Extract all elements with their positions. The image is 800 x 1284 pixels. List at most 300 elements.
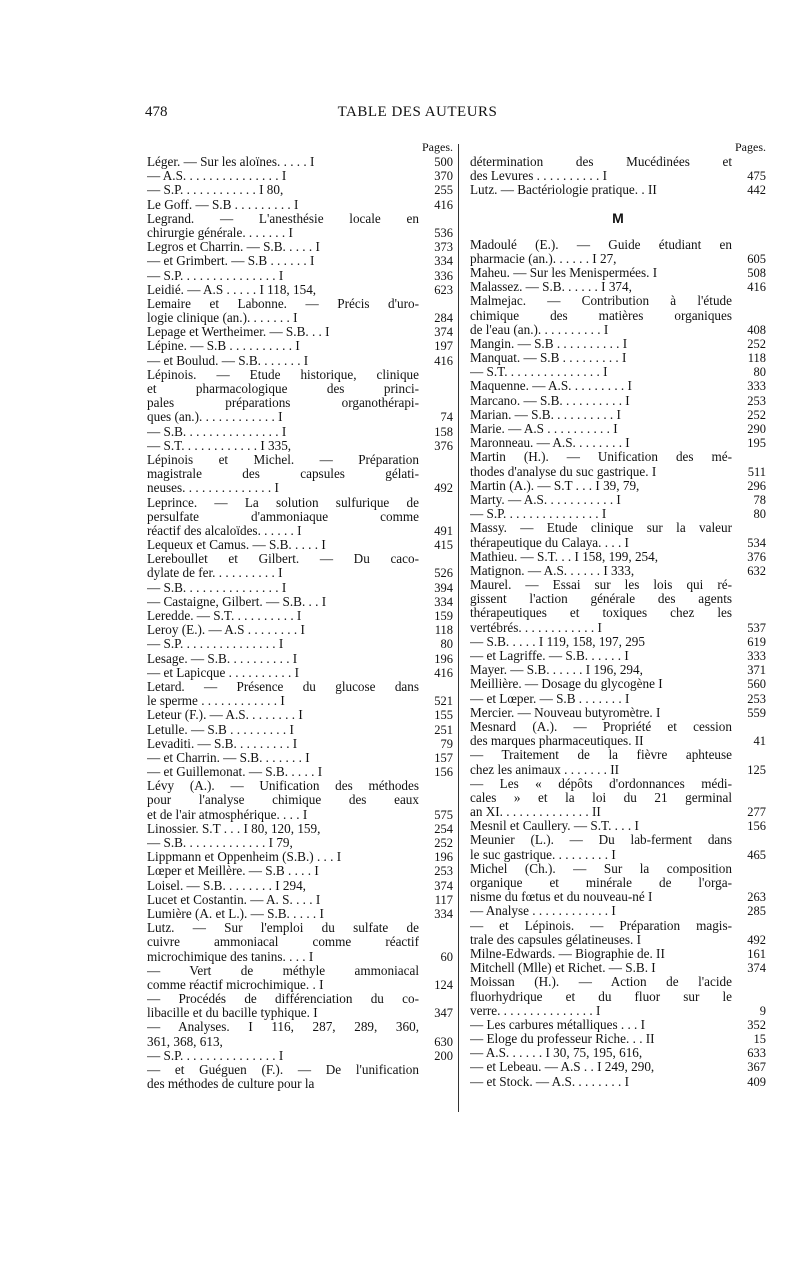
- entry-text: [147, 297, 419, 325]
- entry-page-number: 253: [747, 393, 766, 408]
- entry-page-column: [419, 212, 453, 240]
- entry-page-column: [419, 921, 453, 964]
- entry-page-number: 416: [434, 665, 453, 680]
- entry-line: Malassez. — S.B. . . . . . I 374,: [470, 280, 632, 295]
- left-entry-list: [147, 155, 453, 1091]
- index-entry: [147, 538, 453, 552]
- entry-page-column: [732, 436, 766, 450]
- entry-line: — Procédés de différenciation du co-: [147, 992, 419, 1007]
- entry-page-number: 296: [747, 478, 766, 493]
- entry-page-number: 41: [753, 734, 766, 749]
- entry-page-column: [419, 354, 453, 368]
- entry-line: Maquenne. — A.S. . . . . . . . . I: [470, 379, 632, 394]
- entry-page-number: 376: [747, 549, 766, 564]
- entry-line: Martin (A.). — S.T . . . I 39, 79,: [470, 478, 640, 493]
- entry-line: Lutz. — Sur l'emploi du sulfate de: [147, 921, 419, 936]
- index-entry: [470, 1060, 766, 1074]
- entry-page-column: [419, 183, 453, 197]
- index-entry: [470, 379, 766, 393]
- index-entry: [470, 450, 766, 478]
- entry-page-number: 408: [747, 322, 766, 337]
- index-entry: [470, 777, 766, 820]
- entry-page-number: [419, 467, 453, 481]
- entry-page-number: 277: [747, 805, 766, 820]
- entry-page-number: 159: [434, 609, 453, 623]
- entry-text: [147, 269, 419, 283]
- entry-line: Manquat. — S.B . . . . . . . . . I: [470, 351, 627, 366]
- entry-line: libacille et du bacille typhique. I: [147, 1006, 318, 1021]
- entry-text: [470, 450, 732, 478]
- entry-page-column: [732, 578, 766, 635]
- entry-line: verre. . . . . . . . . . . . . . . I: [470, 1003, 601, 1018]
- index-entry: [147, 496, 453, 539]
- index-entry: [147, 822, 453, 836]
- entry-page-number: 633: [747, 1046, 766, 1061]
- entry-line: Mesnil et Caullery. — S.T. . . . I: [470, 819, 639, 834]
- entry-page-column: [732, 947, 766, 961]
- index-entry: [147, 907, 453, 921]
- entry-text: [470, 649, 732, 663]
- entry-page-number: 475: [747, 169, 766, 184]
- entry-page-number: 80: [753, 365, 766, 380]
- entry-page-number: [732, 791, 766, 805]
- entry-line: — et Lapicque . . . . . . . . . . I: [147, 665, 299, 680]
- entry-page-column: [732, 479, 766, 493]
- entry-page-column: [732, 294, 766, 337]
- entry-page-column: [732, 720, 766, 748]
- entry-page-number: 253: [747, 691, 766, 706]
- entry-line: Linossier. S.T . . . I 80, 120, 159,: [147, 821, 321, 836]
- entry-line: Mesnard (A.). — Propriété et cession: [470, 719, 732, 734]
- entry-page-column: [732, 649, 766, 663]
- entry-page-number: [732, 578, 766, 592]
- entry-line: — S.P. . . . . . . . . . . . . . . I: [147, 637, 284, 652]
- entry-page-number: 290: [747, 422, 766, 436]
- entry-page-column: [732, 337, 766, 351]
- entry-line: Lévy (A.). — Unification des méthodes: [147, 779, 419, 794]
- entry-line: — et Guéguen (F.). — De l'unification: [147, 1063, 419, 1077]
- entry-line: Madoulé (E.). — Guide étudiant en: [470, 237, 732, 252]
- entry-page-number: 285: [747, 904, 766, 919]
- entry-page-number: 560: [747, 677, 766, 692]
- index-entry: [147, 992, 453, 1020]
- index-entry: [470, 578, 766, 635]
- index-entry: [470, 564, 766, 578]
- entry-line: — Castaigne, Gilbert. — S.B. . . I: [147, 594, 327, 609]
- entry-line: chirurgie générale. . . . . . . I: [147, 225, 293, 240]
- entry-page-column: [419, 964, 453, 992]
- entry-line: Loisel. — S.B. . . . . . . . I 294,: [147, 878, 306, 893]
- entry-page-number: [732, 876, 766, 890]
- entry-line: Lépinois et Michel. — Préparation: [147, 452, 419, 467]
- entry-line: — S.B. . . . . . . . . . . . . . . I: [147, 424, 287, 439]
- index-entry: [470, 692, 766, 706]
- entry-page-column: [732, 635, 766, 649]
- entry-line: Mitchell (Mlle) et Richet. — S.B. I: [470, 961, 656, 976]
- entry-page-number: 630: [434, 1034, 453, 1049]
- entry-line: pour l'analyse chimique des eaux: [147, 793, 419, 808]
- entry-text: [147, 850, 419, 864]
- entry-text: [470, 777, 732, 820]
- entry-page-number: 252: [747, 336, 766, 351]
- entry-line: pharmacie (an.). . . . . . I 27,: [470, 251, 617, 266]
- entry-text: [470, 578, 732, 635]
- entry-page-number: [419, 1020, 453, 1034]
- index-entry: [147, 240, 453, 254]
- entry-text: [147, 708, 419, 722]
- entry-line: Lutz. — Bactériologie pratique. . II: [470, 183, 657, 198]
- entry-page-column: [419, 325, 453, 339]
- entry-text: [470, 1060, 732, 1074]
- entry-page-number: 526: [434, 566, 453, 581]
- entry-page-number: [732, 294, 766, 308]
- entry-page-column: [732, 351, 766, 365]
- entry-text: [147, 1063, 419, 1091]
- entry-line: — et Lœper. — S.B . . . . . . . I: [470, 691, 630, 706]
- entry-text: [147, 439, 419, 453]
- entry-text: [470, 1018, 732, 1032]
- entry-page-column: [419, 680, 453, 708]
- entry-page-number: 442: [747, 183, 766, 198]
- entry-page-number: [732, 606, 766, 620]
- entry-page-column: [419, 836, 453, 850]
- index-entry: [147, 666, 453, 680]
- index-entry: [470, 351, 766, 365]
- entry-line: Mercier. — Nouveau butyromètre. I: [470, 705, 661, 720]
- entry-page-number: 200: [434, 1048, 453, 1063]
- index-entry: [470, 904, 766, 918]
- entry-text: [147, 609, 419, 623]
- entry-page-column: [419, 169, 453, 183]
- entry-page-column: [732, 379, 766, 393]
- entry-line: Letard. — Présence du glucose dans: [147, 679, 419, 694]
- entry-text: [147, 765, 419, 779]
- entry-page-number: 334: [434, 594, 453, 609]
- entry-line: Lequeux et Camus. — S.B. . . . . I: [147, 538, 326, 553]
- entry-line: et de l'air atmosphérique. . . . I: [147, 807, 308, 822]
- entry-page-column: [419, 708, 453, 722]
- entry-page-column: [732, 777, 766, 820]
- entry-page-column: [732, 493, 766, 507]
- entry-page-column: [419, 439, 453, 453]
- entry-text: [470, 1032, 732, 1046]
- entry-text: [147, 879, 419, 893]
- index-entry: [147, 581, 453, 595]
- entry-page-number: 252: [747, 407, 766, 422]
- entry-text: [470, 748, 732, 776]
- entry-text: [470, 692, 732, 706]
- index-entry: [147, 879, 453, 893]
- entry-page-column: [732, 833, 766, 861]
- entry-text: [147, 198, 419, 212]
- entry-line: — et Lépinois. — Préparation magis-: [470, 918, 732, 933]
- index-entry: [147, 737, 453, 751]
- index-entry: [147, 297, 453, 325]
- entry-line: — Vert de méthyle ammoniacal: [147, 963, 419, 978]
- entry-line: Michel (Ch.). — Sur la composition: [470, 861, 732, 876]
- entry-text: [470, 351, 732, 365]
- entry-text: [147, 737, 419, 751]
- index-entry: [470, 1032, 766, 1046]
- entry-page-number: 632: [747, 563, 766, 578]
- index-entry: [147, 864, 453, 878]
- index-entry: [147, 708, 453, 722]
- index-entry: [470, 280, 766, 294]
- entry-page-number: 156: [747, 819, 766, 834]
- entry-page-column: [419, 297, 453, 325]
- entry-page-number: 254: [434, 821, 453, 836]
- entry-page-number: [419, 396, 453, 410]
- entry-line: pales préparations organothérapi-: [147, 396, 419, 411]
- entry-text: [470, 507, 732, 521]
- entry-page-number: [732, 919, 766, 933]
- entry-line: Lucet et Costantin. — A. S. . . . I: [147, 892, 321, 907]
- entry-line: des marques pharmaceutiques. II: [470, 734, 644, 749]
- entry-page-column: [732, 521, 766, 549]
- entry-text: [470, 266, 732, 280]
- index-entry: [147, 609, 453, 623]
- entry-line: persulfate d'ammoniaque comme: [147, 509, 419, 524]
- pages-label-right: Pages.: [735, 140, 766, 154]
- entry-page-column: [732, 663, 766, 677]
- entry-text: [147, 581, 419, 595]
- entry-line: Matignon. — A.S. . . . . . I 333,: [470, 563, 635, 578]
- index-entry: [147, 893, 453, 907]
- entry-page-number: 334: [434, 254, 453, 269]
- left-column: [147, 140, 453, 1091]
- entry-page-number: [732, 309, 766, 323]
- entry-page-column: [732, 819, 766, 833]
- entry-text: [470, 479, 732, 493]
- entry-text: [470, 408, 732, 422]
- entry-text: [147, 907, 419, 921]
- entry-page-column: [419, 637, 453, 651]
- entry-line: Marty. — A.S. . . . . . . . . . . I: [470, 492, 621, 507]
- entry-line: Le Goff. — S.B . . . . . . . . . I: [147, 197, 299, 212]
- entry-page-column: [732, 183, 766, 197]
- entry-line: et pharmacologique des princi-: [147, 382, 419, 396]
- index-entry: [470, 266, 766, 280]
- entry-page-number: 492: [434, 481, 453, 496]
- entry-page-column: [419, 1063, 453, 1091]
- entry-text: [147, 779, 419, 822]
- entry-line: Mathieu. — S.T. . . I 158, 199, 254,: [470, 549, 659, 564]
- index-entry: [470, 479, 766, 493]
- entry-page-number: 118: [747, 351, 766, 366]
- entry-page-number: 80: [753, 507, 766, 522]
- index-entry: [470, 155, 766, 183]
- entry-line: Meunier (L.). — Du lab-ferment dans: [470, 833, 732, 848]
- entry-line: — S.P. . . . . . . . . . . . . . . I: [147, 1048, 284, 1063]
- entry-line: — S.P. . . . . . . . . . . . . . . I: [470, 507, 607, 522]
- entry-text: [147, 538, 419, 552]
- entry-page-column: [732, 1060, 766, 1074]
- entry-line: — A.S. . . . . . I 30, 75, 195, 616,: [470, 1046, 643, 1061]
- entry-page-number: [419, 453, 453, 467]
- entry-page-number: 156: [434, 765, 453, 780]
- index-entry: [470, 919, 766, 947]
- index-entry: [470, 183, 766, 197]
- entry-text: [470, 919, 732, 947]
- entry-text: [147, 822, 419, 836]
- entry-line: Léger. — Sur les aloïnes. . . . . I: [147, 155, 315, 169]
- entry-page-column: [419, 155, 453, 169]
- entry-page-column: [419, 850, 453, 864]
- entry-text: [470, 819, 732, 833]
- entry-line: Massy. — Etude clinique sur la valeur: [470, 521, 732, 536]
- entry-text: [470, 706, 732, 720]
- entry-page-number: [419, 779, 453, 793]
- index-entry: [470, 394, 766, 408]
- entry-text: [147, 992, 419, 1020]
- entry-page-number: 491: [434, 523, 453, 538]
- entry-page-number: [732, 777, 766, 791]
- entry-page-number: [732, 990, 766, 1004]
- right-entry-list: [470, 238, 766, 1089]
- index-entry: [470, 507, 766, 521]
- entry-page-column: [419, 339, 453, 353]
- entry-line: — et Lebeau. — A.S . . I 249, 290,: [470, 1060, 655, 1075]
- entry-page-column: [419, 1020, 453, 1048]
- entry-line: Lereboullet et Gilbert. — Du caco-: [147, 552, 419, 567]
- entry-page-column: [732, 961, 766, 975]
- index-entry: [147, 354, 453, 368]
- entry-page-column: [419, 652, 453, 666]
- entry-text: [470, 1075, 732, 1089]
- entry-page-column: [732, 408, 766, 422]
- entry-line: chez les animaux . . . . . . . II: [470, 762, 620, 777]
- entry-page-number: 157: [434, 750, 453, 765]
- entry-page-column: [732, 1046, 766, 1060]
- index-entry: [147, 254, 453, 268]
- entry-text: [470, 238, 732, 266]
- entry-line: — S.T. . . . . . . . . . . . I 335,: [147, 438, 292, 453]
- index-entry: [147, 325, 453, 339]
- entry-page-column: [732, 394, 766, 408]
- entry-page-column: [732, 238, 766, 266]
- index-entry: [147, 765, 453, 779]
- entry-text: [470, 294, 732, 337]
- entry-line: des méthodes de culture pour la: [147, 1077, 315, 1092]
- entry-page-column: [419, 552, 453, 580]
- index-entry: [470, 748, 766, 776]
- entry-text: [470, 677, 732, 691]
- entry-line: fluorhydrique et du fluor sur le: [470, 989, 732, 1004]
- entry-line: microchimique des tanins. . . . I: [147, 949, 314, 964]
- entry-line: Lippmann et Oppenheim (S.B.) . . . I: [147, 850, 342, 865]
- index-entry: [470, 1075, 766, 1089]
- index-entry: [147, 637, 453, 651]
- entry-page-number: [419, 510, 453, 524]
- index-entry: [470, 422, 766, 436]
- index-entry: [470, 1018, 766, 1032]
- entry-page-number: [419, 382, 453, 396]
- index-entry: [147, 155, 453, 169]
- entry-page-number: 394: [434, 580, 453, 595]
- entry-text: [470, 337, 732, 351]
- entry-page-number: 336: [434, 268, 453, 283]
- entry-text: [147, 652, 419, 666]
- entry-page-number: 619: [747, 634, 766, 649]
- entry-page-column: [419, 240, 453, 254]
- entry-page-column: [419, 864, 453, 878]
- entry-line: — Eloge du professeur Riche. . . II: [470, 1032, 655, 1047]
- entry-page-number: 508: [747, 265, 766, 280]
- entry-page-number: [419, 496, 453, 510]
- right-column: [470, 140, 766, 1089]
- entry-page-number: 78: [753, 492, 766, 507]
- column-divider: [458, 144, 459, 1112]
- entry-page-number: 197: [434, 339, 453, 354]
- index-entry: [147, 751, 453, 765]
- entry-page-column: [419, 581, 453, 595]
- entry-line: — Analyse . . . . . . . . . . . . I: [470, 904, 616, 919]
- index-entry: [470, 833, 766, 861]
- entry-text: [147, 836, 419, 850]
- entry-page-number: 465: [747, 847, 766, 862]
- entry-line: Marcano. — S.B. . . . . . . . . . I: [470, 393, 630, 408]
- entry-line: Letulle. — S.B . . . . . . . . . I: [147, 722, 294, 737]
- entry-text: [147, 680, 419, 708]
- entry-page-column: [732, 564, 766, 578]
- entry-page-column: [419, 609, 453, 623]
- entry-line: — et Grimbert. — S.B . . . . . . I: [147, 254, 315, 269]
- entry-line: magistrale des capsules gélati-: [147, 467, 419, 482]
- entry-line: thérapeutique du Calaya. . . . I: [470, 535, 629, 550]
- entry-line: Legros et Charrin. — S.B. . . . . I: [147, 240, 320, 255]
- entry-text: [147, 169, 419, 183]
- entry-page-number: 416: [434, 197, 453, 212]
- entry-line: Lœper et Meillère. — S.B . . . . I: [147, 864, 319, 879]
- index-entry: [470, 408, 766, 422]
- entry-page-number: 252: [434, 836, 453, 850]
- entry-line: Maurel. — Essai sur les lois qui ré-: [470, 578, 732, 593]
- entry-text: [147, 453, 419, 496]
- entry-page-number: 263: [747, 890, 766, 905]
- entry-line: — et Guillemonat. — S.B. . . . . I: [147, 765, 323, 780]
- entry-page-number: 347: [434, 1006, 453, 1021]
- entry-page-number: 352: [747, 1017, 766, 1032]
- entry-page-number: 415: [434, 538, 453, 553]
- entry-page-number: 253: [434, 864, 453, 879]
- entry-line: cales » et la loi du 21 germinal: [470, 790, 732, 805]
- entry-page-number: 117: [434, 892, 453, 907]
- index-entry: [147, 652, 453, 666]
- entry-line: — A.S. . . . . . . . . . . . . . . I: [147, 169, 287, 184]
- entry-line: trale des capsules gélatineuses. I: [470, 932, 642, 947]
- entry-page-column: [732, 280, 766, 294]
- entry-page-column: [732, 677, 766, 691]
- entry-line: Martin (H.). — Unification des mé-: [470, 450, 732, 465]
- entry-page-column: [419, 723, 453, 737]
- entry-text: [147, 368, 419, 425]
- entry-line: Maheu. — Sur les Menispermées. I: [470, 265, 658, 280]
- index-entry: [147, 439, 453, 453]
- entry-line: — Analyses. I 116, 287, 289, 360,: [147, 1020, 419, 1035]
- entry-page-number: 416: [747, 280, 766, 295]
- entry-line: Mayer. — S.B. . . . . . I 196, 294,: [470, 663, 643, 678]
- entry-line: Leteur (F.). — A.S. . . . . . . . I: [147, 708, 303, 723]
- entry-page-number: [419, 964, 453, 978]
- entry-text: [147, 325, 419, 339]
- entry-page-number: 255: [434, 183, 453, 198]
- entry-page-column: [419, 198, 453, 212]
- index-entry: [470, 337, 766, 351]
- entry-page-number: 333: [747, 649, 766, 663]
- index-entry: [147, 680, 453, 708]
- entry-page-column: [732, 706, 766, 720]
- entry-line: an XI. . . . . . . . . . . . . . II: [470, 805, 601, 820]
